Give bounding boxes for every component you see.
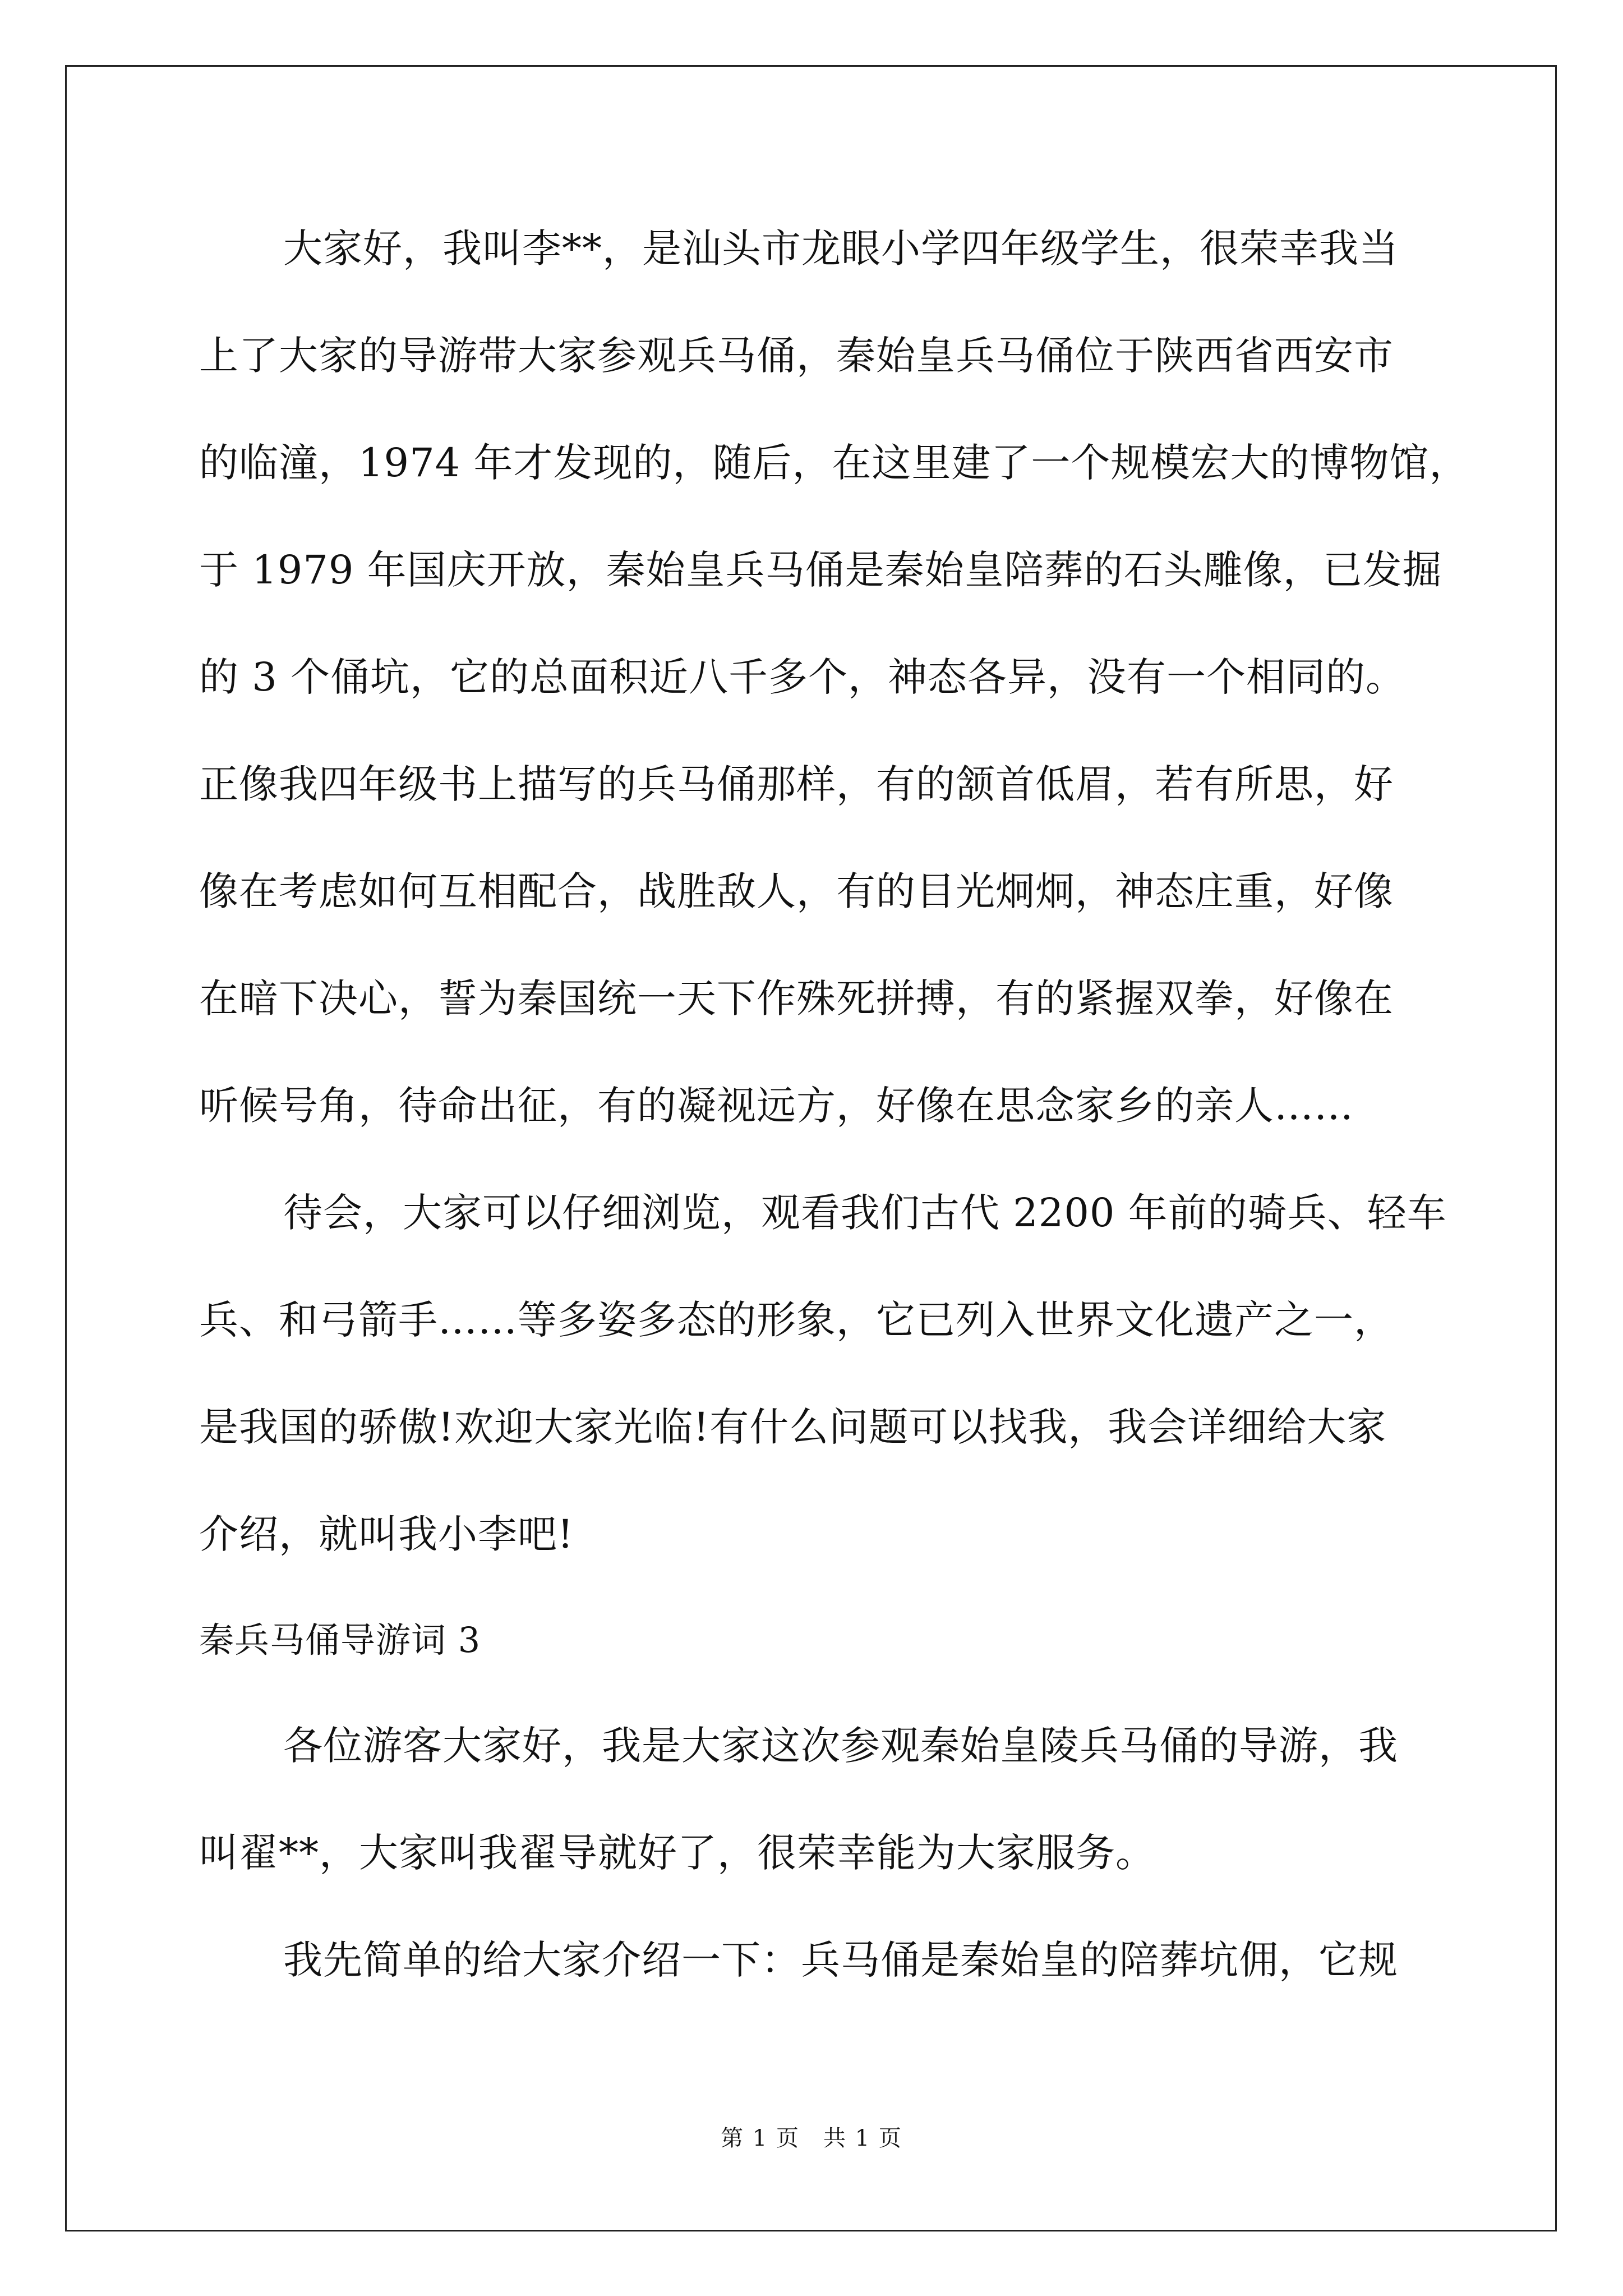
paragraph-line: 上了大家的导游带大家参观兵马俑，秦始皇兵马俑位于陕西省西安市 [199,333,1394,379]
paragraph-line: 于 1979 年国庆开放，秦始皇兵马俑是秦始皇陪葬的石头雕像，已发掘 [199,547,1442,593]
paragraph-line: 像在考虑如何互相配合，战胜敌人，有的目光炯炯，神态庄重，好像 [199,868,1394,914]
paragraph-line: 的 3 个俑坑，它的总面积近八千多个，神态各异，没有一个相同的。 [199,654,1406,700]
paragraph-line: 是我国的骄傲!欢迎大家光临!有什么问题可以找我，我会详细给大家 [199,1404,1387,1450]
paragraph-line: 在暗下决心，誓为秦国统一天下作殊死拼搏，有的紧握双拳，好像在 [199,976,1394,1022]
page-footer: 第 1 页 共 1 页 [721,2125,902,2151]
paragraph-line: 叫翟**，大家叫我翟导就好了，很荣幸能为大家服务。 [199,1830,1155,1876]
paragraph-line: 我先简单的给大家介绍一下：兵马俑是秦始皇的陪葬坑佣，它规 [283,1937,1398,1983]
paragraph-line: 各位游客大家好，我是大家这次参观秦始皇陵兵马俑的导游，我 [283,1723,1398,1769]
paragraph-line: 的临潼，1974 年才发现的，随后，在这里建了一个规模宏大的博物馆， [199,440,1469,486]
paragraph-line: 兵、和弓箭手……等多姿多态的形象，它已列入世界文化遗产之一， [199,1297,1394,1343]
paragraph-line: 正像我四年级书上描写的兵马俑那样，有的颔首低眉，若有所思，好 [199,761,1394,807]
paragraph-line: 介绍，就叫我小李吧! [199,1511,574,1557]
section-title: 秦兵马俑导游词 3 [199,1619,481,1660]
page-border [65,65,1557,2231]
paragraph-line: 大家好，我叫李**，是汕头市龙眼小学四年级学生，很荣幸我当 [283,226,1399,272]
paragraph-line: 待会，大家可以仔细浏览，观看我们古代 2200 年前的骑兵、轻车 [283,1190,1447,1236]
paragraph-line: 听候号角，待命出征，有的凝视远方，好像在思念家乡的亲人…… [199,1083,1354,1129]
